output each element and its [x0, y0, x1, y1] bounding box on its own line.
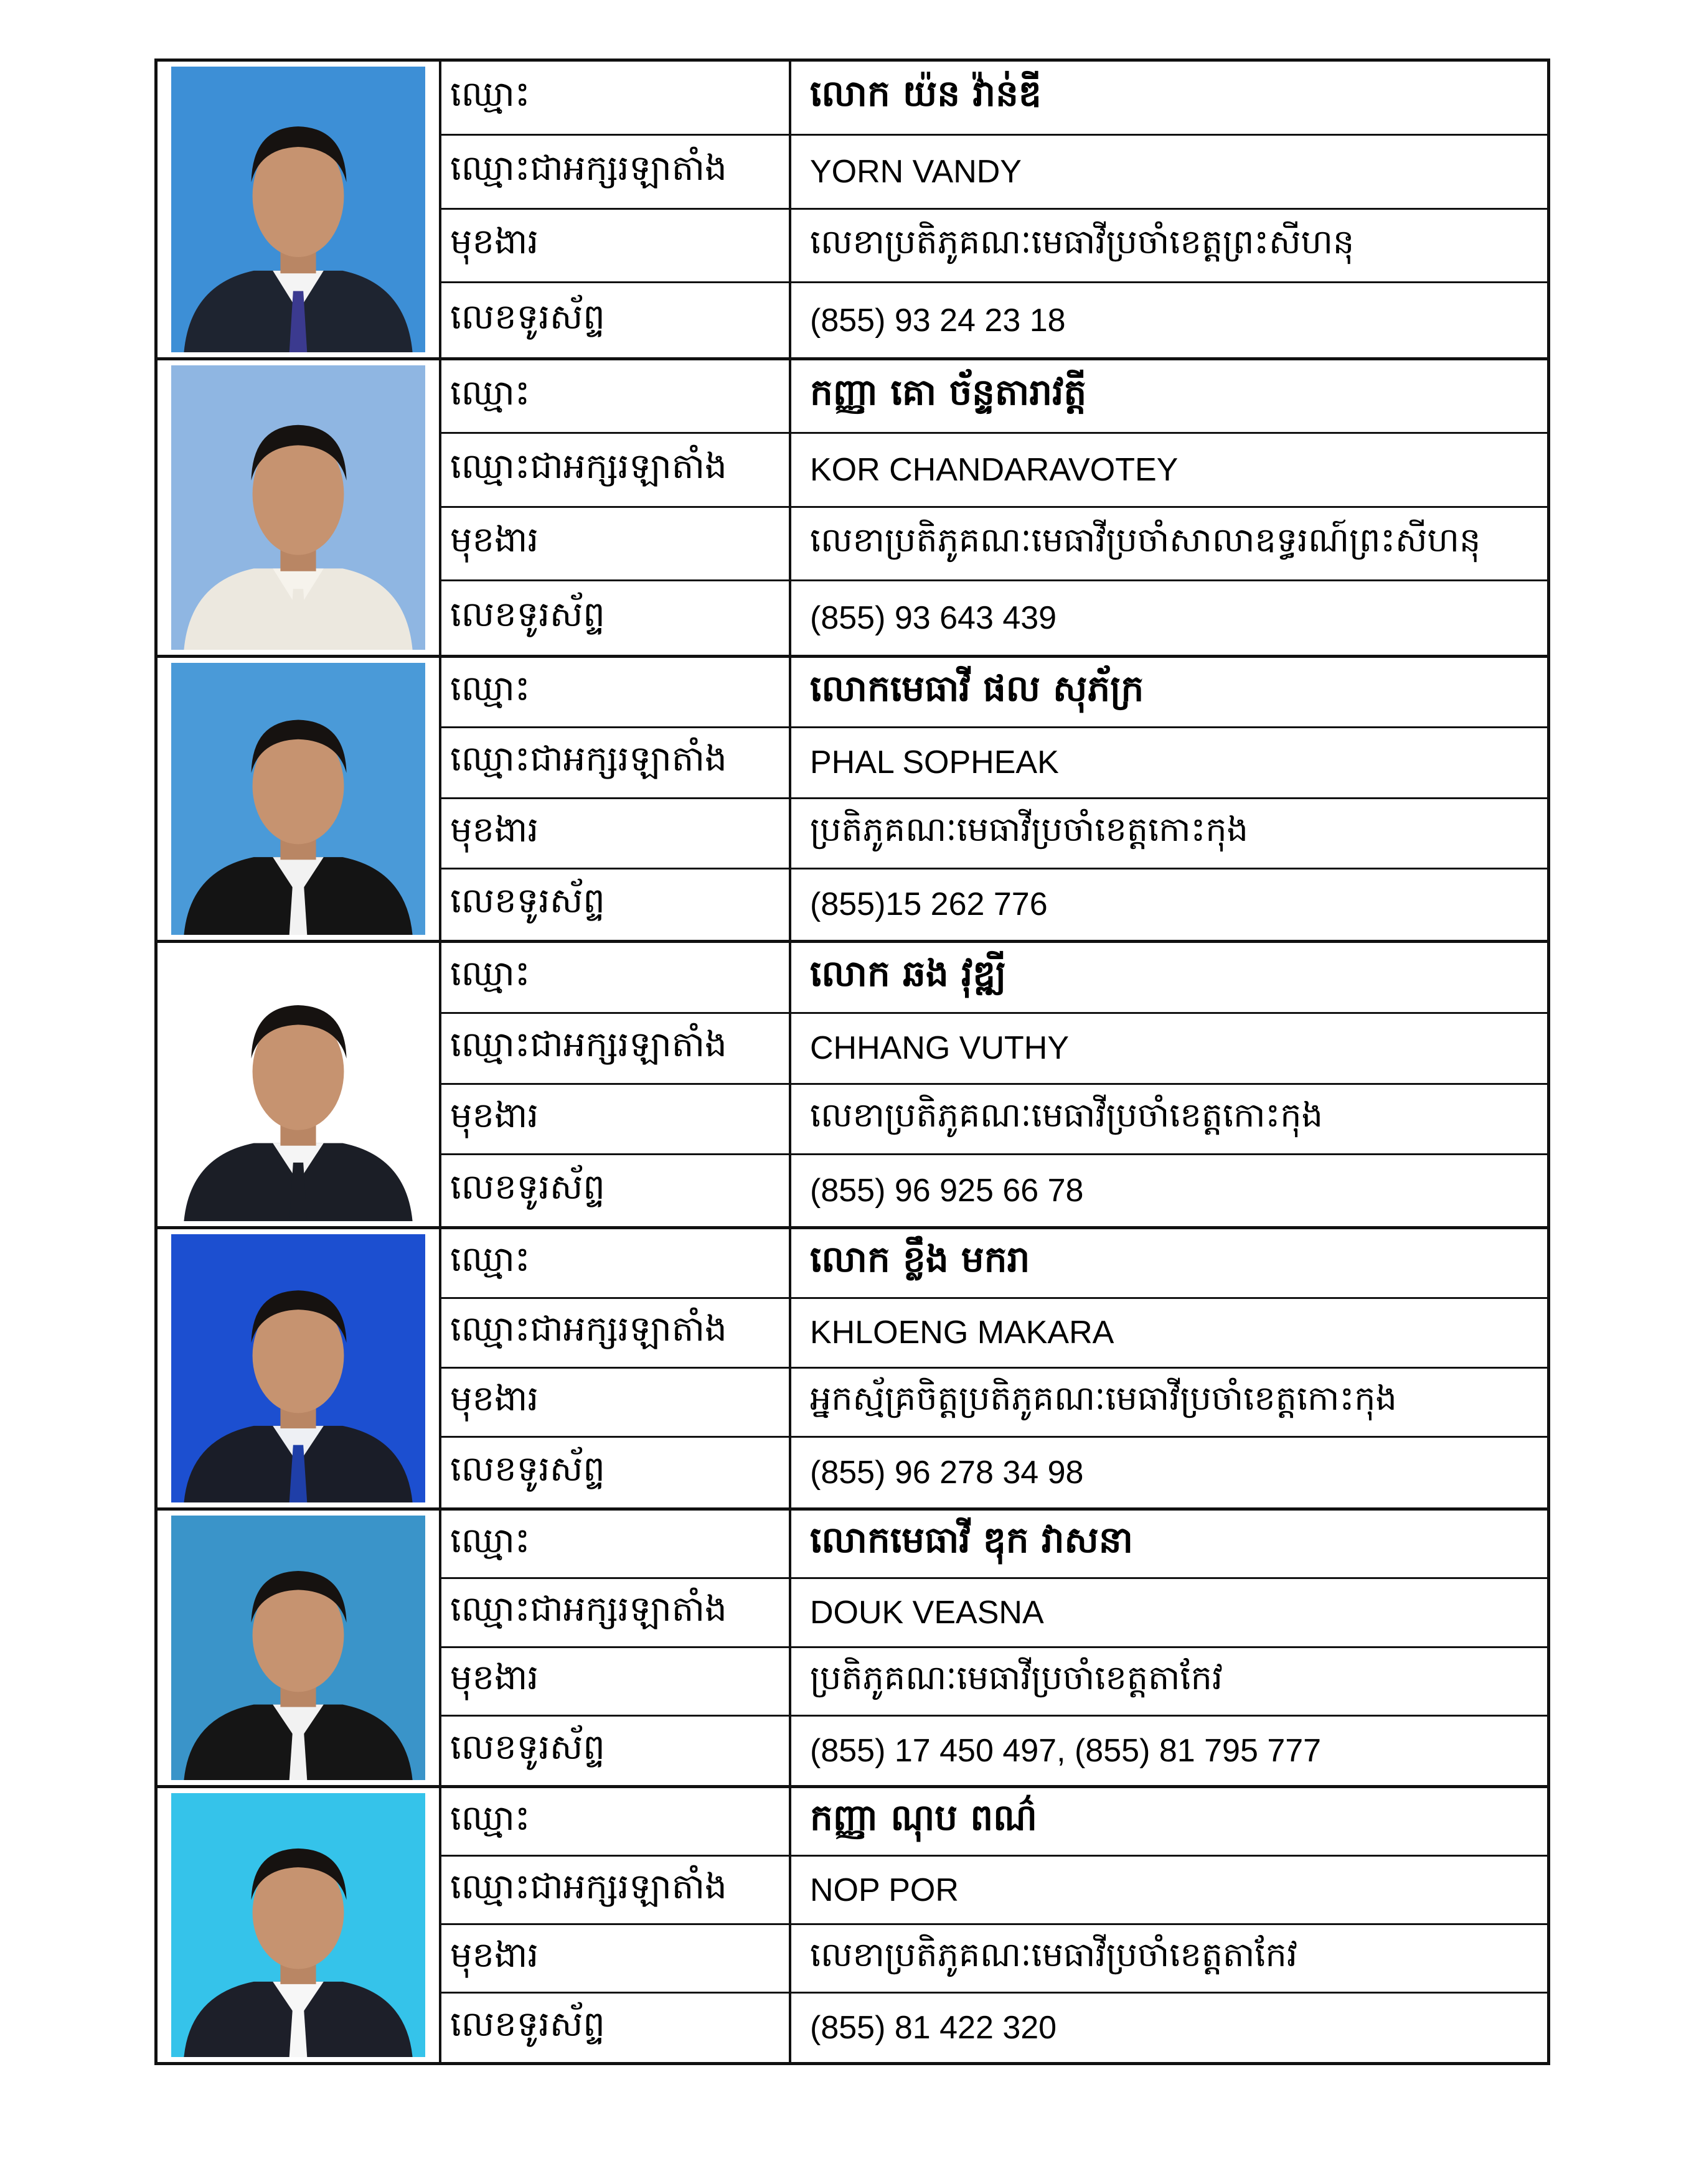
latin-name-label: ឈ្មោះជាអក្សរឡាតាំង — [441, 728, 791, 799]
latin-name-value: YORN VANDY — [791, 136, 1547, 210]
latin-name-value: KOR CHANDARAVOTEY — [791, 434, 1547, 507]
name-value: លោក ខ្លឹង មករា — [791, 1229, 1547, 1299]
phone-value: (855) 17 450 497, (855) 81 795 777 — [810, 1732, 1322, 1769]
name-value: កញ្ញា គោ ច័ន្ទតារាវត្តី — [791, 360, 1547, 434]
photo-cell — [158, 360, 441, 655]
name-label: ឈ្មោះ — [441, 360, 791, 434]
phone-label: លេខទូរស័ព្ទ — [441, 1717, 791, 1785]
latin-name-value: PHAL SOPHEAK — [791, 728, 1547, 799]
latin-name-label: ឈ្មោះជាអក្សរឡាតាំង — [441, 1299, 791, 1369]
latin-name-label: ឈ្មោះជាអក្សរឡាតាំង — [441, 434, 791, 507]
portrait-photo — [171, 1234, 425, 1502]
position-value: ប្រតិភូគណៈមេធាវីប្រចាំខេត្តកោះកុង — [791, 799, 1547, 869]
person-entry — [158, 1229, 1547, 1511]
phone-label: លេខទូរស័ព្ទ — [441, 1994, 791, 2062]
personnel-table — [154, 59, 1550, 2065]
position-value: លេខាប្រតិភូគណៈមេធាវីប្រចាំខេត្តតាកែវ — [791, 1925, 1547, 1994]
photo-cell — [158, 1788, 441, 2062]
latin-name-value: NOP POR — [791, 1857, 1547, 1925]
position-label: មុខងារ — [441, 1925, 791, 1994]
name-label: ឈ្មោះ — [441, 943, 791, 1014]
portrait-photo — [171, 663, 425, 935]
position-value: លេខាប្រតិភូគណៈមេធាវីប្រចាំសាលាឧទ្ធរណ៍ព្រះសីហនុ — [791, 508, 1547, 581]
name-label: ឈ្មោះ — [441, 1788, 791, 1857]
position-value: លេខាប្រតិភូគណៈមេធាវីប្រចាំខេត្តកោះកុង — [791, 1085, 1547, 1156]
latin-name-label: ឈ្មោះជាអក្សរឡាតាំង — [441, 1014, 791, 1085]
latin-name-label: ឈ្មោះជាអក្សរឡាតាំង — [441, 1857, 791, 1925]
portrait-photo — [171, 948, 425, 1221]
photo-cell — [158, 943, 441, 1226]
phone-value: (855) 81 422 320 — [810, 2010, 1057, 2046]
portrait-photo — [171, 1793, 425, 2057]
phone-label: លេខទូរស័ព្ទ — [441, 283, 791, 357]
latin-name-label: ឈ្មោះជាអក្សរឡាតាំង — [441, 136, 791, 210]
phone-value: (855) 96 925 66 78 — [810, 1173, 1084, 1209]
portrait-photo — [171, 67, 425, 352]
name-value: លោកមេធាវី ផល សុភ័ក្រ — [791, 658, 1547, 728]
photo-cell — [158, 1229, 441, 1507]
latin-name-value: KHLOENG MAKARA — [791, 1299, 1547, 1369]
portrait-photo — [171, 365, 425, 650]
phone-value: (855) 93 24 23 18 — [810, 302, 1066, 339]
position-label: មុខងារ — [441, 1648, 791, 1717]
phone-value: (855) 96 278 34 98 — [810, 1455, 1084, 1491]
phone-label: លេខទូរស័ព្ទ — [441, 1155, 791, 1226]
position-value: លេខាប្រតិភូគណៈមេធាវីប្រចាំខេត្តព្រះសីហនុ — [791, 210, 1547, 284]
position-value: ប្រតិភូគណៈមេធាវីប្រចាំខេត្តតាកែវ — [791, 1648, 1547, 1717]
portrait-photo — [171, 1516, 425, 1780]
name-value: លោក យ៉ន វ៉ាន់ឌី — [791, 62, 1547, 136]
name-label: ឈ្មោះ — [441, 658, 791, 728]
person-entry — [158, 62, 1547, 360]
person-entry — [158, 360, 1547, 658]
phone-label: លេខទូរស័ព្ទ — [441, 1438, 791, 1507]
phone-label: លេខទូរស័ព្ទ — [441, 581, 791, 655]
person-entry — [158, 1511, 1547, 1788]
latin-name-label: ឈ្មោះជាអក្សរឡាតាំង — [441, 1579, 791, 1647]
phone-value: (855) 93 643 439 — [810, 599, 1057, 636]
position-label: មុខងារ — [441, 1369, 791, 1438]
name-label: ឈ្មោះ — [441, 1229, 791, 1299]
name-label: ឈ្មោះ — [441, 62, 791, 136]
position-label: មុខងារ — [441, 508, 791, 581]
position-label: មុខងារ — [441, 1085, 791, 1156]
position-value: អ្នកស្ម័គ្រចិត្តប្រតិភូគណៈមេធាវីប្រចាំខេត្តកោះកុង — [791, 1369, 1547, 1438]
name-value: លោកមេធាវី ឌុក វាសនា — [791, 1511, 1547, 1579]
position-label: មុខងារ — [441, 210, 791, 284]
name-label: ឈ្មោះ — [441, 1511, 791, 1579]
person-entry — [158, 943, 1547, 1229]
phone-label: លេខទូរស័ព្ទ — [441, 869, 791, 940]
position-label: មុខងារ — [441, 799, 791, 869]
latin-name-value: DOUK VEASNA — [791, 1579, 1547, 1647]
photo-cell — [158, 1511, 441, 1785]
photo-cell — [158, 658, 441, 940]
person-entry — [158, 1788, 1547, 2062]
latin-name-value: CHHANG VUTHY — [791, 1014, 1547, 1085]
name-value: លោក ឆង វុឌ្ឍី — [791, 943, 1547, 1014]
name-value: កញ្ញា ណុប ពណ៌ — [791, 1788, 1547, 1857]
phone-value: (855)15 262 776 — [810, 886, 1048, 923]
photo-cell — [158, 62, 441, 357]
person-entry — [158, 658, 1547, 943]
